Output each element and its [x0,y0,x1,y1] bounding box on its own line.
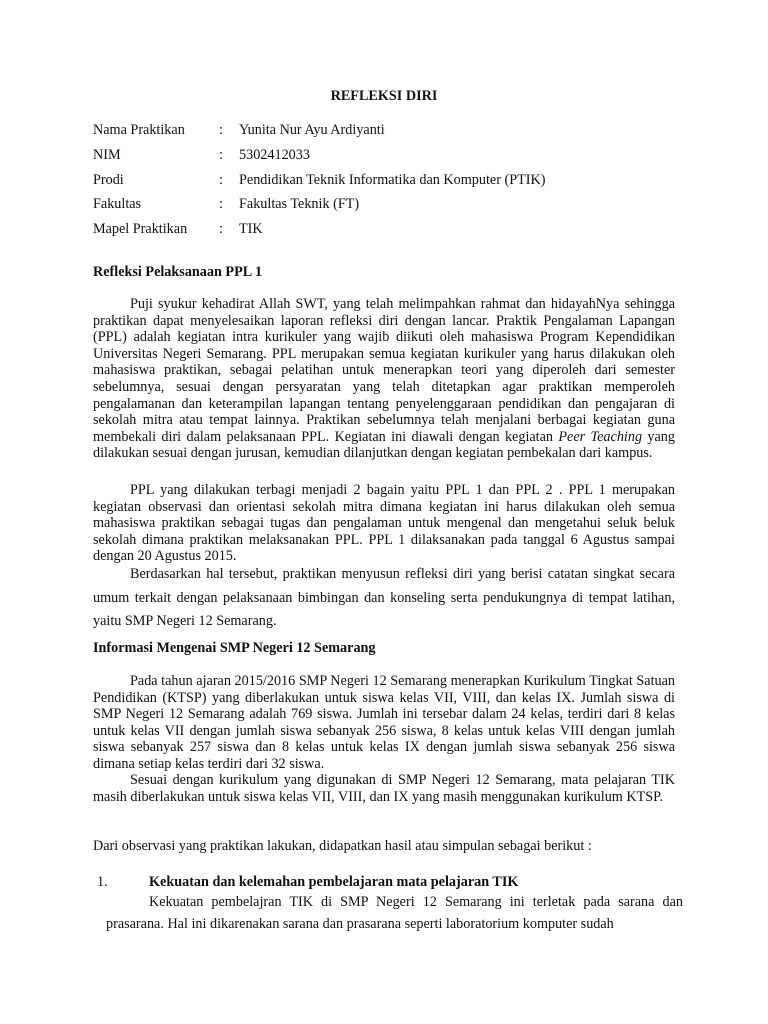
identity-label: Mapel Praktikan [93,221,188,238]
identity-colon: : [219,196,223,213]
identity-colon: : [219,122,223,138]
list-number: 1. [97,874,108,890]
identity-value: Yunita Nur Ayu Ardiyanti [239,122,385,138]
section-heading-informasi: Informasi Mengenai SMP Negeri 12 Semarang [93,640,376,656]
identity-value: TIK [239,221,263,238]
list-heading: Kekuatan dan kelemahan pembelajaran mata pelajaran TIK [149,874,519,890]
identity-value: 5302412033 [239,146,310,163]
identity-label: Prodi [93,171,124,188]
paragraph-text: yang dilakukan sesuai dengan jurusan, kemudian dilanjutkan dengan kegiatan pembekalan dari kampus. [93,428,675,462]
list-body: Kekuatan pembelajran TIK di SMP Negeri 12 Semarang ini terletak pada sarana dan prasarana. Hal ini dikarenakan sarana dan prasarana seperti laboratorium komputer sudah [106,894,683,932]
identity-value: Fakultas Teknik (FT) [239,196,360,213]
paragraph-refleksi-3: Berdasarkan hal tersebut, praktikan menyusun refleksi diri yang berisi catatan singkat secara umum terkait dengan pelaksanaan bimbingan dan konseling serta pendukungnya di tempat latihan, yaitu SMP Negeri 12 Semarang. [93,566,675,629]
paragraph-informasi-3: Dari observasi yang praktikan lakukan, didapatkan hasil atau simpulan sebagai berikut : [93,838,592,854]
identity-row-prodi [93,172,675,197]
italic-term: Peer Teaching [558,428,643,445]
paragraph-refleksi-2: PPL yang dilakukan terbagi menjadi 2 bagain yaitu PPL 1 dan PPL 2 . PPL 1 merupakan kegiatan observasi dan orientasi sekolah mitra dimana kegiatan ini harus dilakukan oleh semua mahasiswa praktikan sebagai tugas dan pengalaman untuk mengenal dan mengetahui seluk beluk sekolah dimana praktikan melaksanakan PPL. PPL 1 dilaksanakan pada tanggal 6 Agustus sampai dengan 20 Agustus 2015. [93,482,675,565]
identity-colon: : [219,171,223,188]
identity-label: Nama Praktikan [93,122,185,138]
identity-table [93,122,675,246]
paragraph-informasi-1: Pada tahun ajaran 2015/2016 SMP Negeri 12 Semarang menerapkan Kurikulum Tingkat Satuan Pendidikan (KTSP) yang diberlakukan untuk siswa kelas VII, VIII, dan kelas IX. Jumlah siswa di SMP Negeri 12 Semarang adalah 769 siswa. Jumlah ini tersebar dalam 24 kelas, terdiri dari 8 kelas untuk kelas VII dengan jumlah siswa sebanyak 256 siswa, 8 kelas untuk kelas VIII dengan jumlah siswa sebanyak 257 siswa dan 8 kelas untuk kelas IX dengan jumlah siswa sebanyak 256 siswa dimana setiap kelas terdiri dari 32 siswa. [93,673,675,772]
identity-colon: : [219,221,223,238]
identity-row-mapel [93,221,675,246]
paragraph-informasi-2: Sesuai dengan kurikulum yang digunakan di SMP Negeri 12 Semarang, mata pelajaran TIK masih diberlakukan untuk siswa kelas VII, VIII, dan IX yang masih menggunakan kurikulum KTSP. [93,772,675,805]
identity-value: Pendidikan Teknik Informatika dan Komputer (PTIK) [239,171,546,188]
identity-row-nim [93,147,675,172]
identity-row-nama [93,122,675,147]
identity-label: NIM [93,146,121,163]
section-heading-refleksi: Refleksi Pelaksanaan PPL 1 [93,264,263,280]
paragraph-text: Puji syukur kehadirat Allah SWT, yang telah melimpahkan rahmat dan hidayahNya sehingga praktikan dapat menyelesaikan laporan refleksi diri dengan lancar. Praktik Pengalaman Lapangan (PPL) adalah kegiatan intra kurikuler yang wajib diikuti oleh mahasiswa Program Kependidikan Universitas Negeri Semarang. PPL merupakan semua kegiatan kurikuler yang harus dilakukan oleh mahasiswa praktikan, sebagai pelatihan untuk menerapkan teori yang diperoleh dari semester sebelumnya, sesuai dengan persyaratan yang telah ditetapkan agar praktikan memperoleh pengalamanan dan keterampilan lapangan tentang penyelenggaraan pendidikan dan pengajaran di sekolah mitra atau tempat lainnya. Praktikan sebelumnya telah menjalani berbagai kegiatan guna membekali diri dalam pelaksanaan PPL. Kegiatan ini diawali dengan kegiatan [93,296,675,445]
document-title: REFLEKSI DIRI [330,88,438,104]
identity-colon: : [219,146,223,163]
identity-label: Fakultas [93,196,142,213]
identity-row-fakultas [93,196,675,221]
paragraph-refleksi-1 [93,296,675,462]
